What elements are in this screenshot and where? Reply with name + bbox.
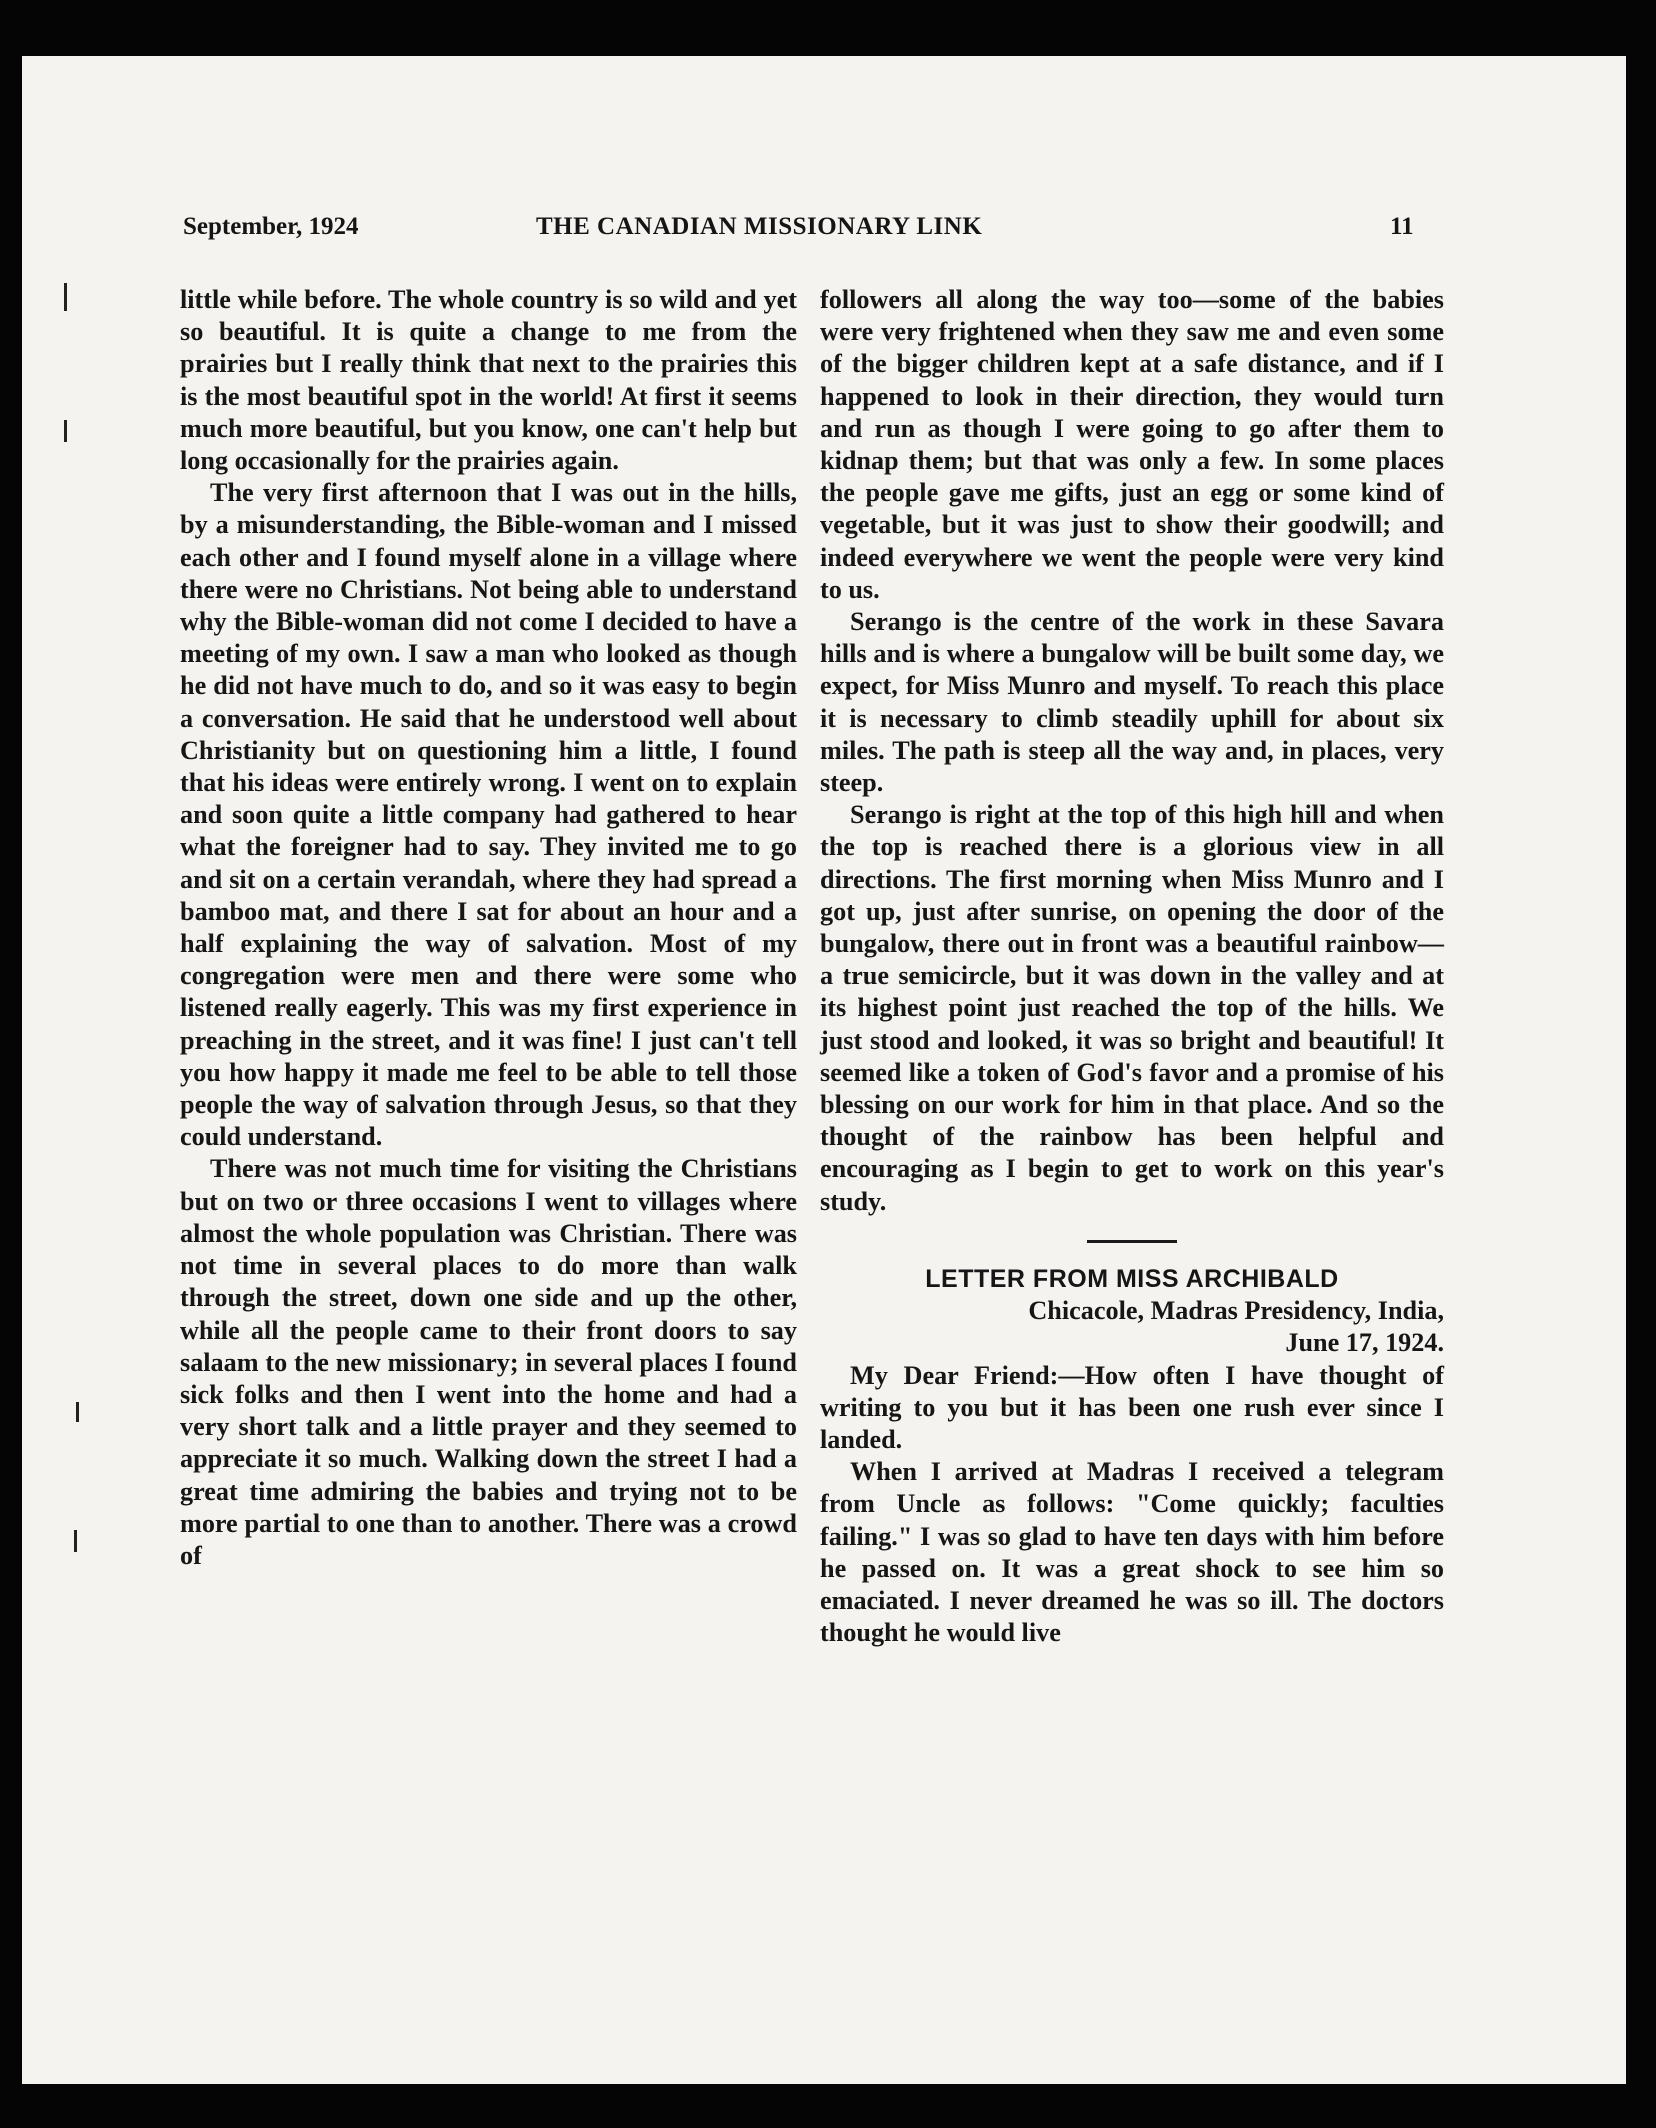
letter-heading: LETTER FROM MISS ARCHIBALD (925, 1264, 1339, 1293)
paragraph: Serango is the centre of the work in these Savara hills and is where a bungalow will be built some day, we expect, for Miss Munro and myself. To reach this place it is necessary to climb steadily uphill for about six miles. The path is steep all the way and, in places, very steep. (820, 607, 1444, 798)
paragraph: When I arrived at Madras I received a telegram from Uncle as follows: "Come quickly; faculties failing." I was so glad to have ten days with him before he passed on. It was a great shock to see him so emaciated. I never dreamed he was so ill. The doctors thought he would live (820, 1457, 1444, 1648)
right-column (820, 284, 1444, 1649)
scan-mark (64, 283, 67, 311)
scan-mark (74, 1530, 77, 1552)
paragraph: My Dear Friend:—How often I have thought of writing to you but it has been one rush ever since I landed. (820, 1360, 1444, 1454)
left-column (180, 284, 797, 1572)
scan-mark (64, 420, 67, 442)
scan-mark (76, 1402, 79, 1422)
letter-date: June 17, 1924. (1285, 1328, 1444, 1358)
publication-title: THE CANADIAN MISSIONARY LINK (536, 213, 983, 240)
paragraph: little while before. The whole country is so wild and yet so beautiful. It is quite a change to me from the prairies but I really think that next to the prairies this is the most beautiful spot in the world! At first it seems much more beautiful, but you know, one can't help but long occasionally for the prairies again. (180, 285, 797, 476)
page-number: 11 (1390, 213, 1414, 240)
issue-date: September, 1924 (183, 213, 359, 240)
paragraph: There was not much time for visiting the Christians but on two or three occasions I went to villages where almost the whole population was Christian. There was not time in several places to do more than walk through the street, down one side and up the other, while all the people came to their front doors to say salaam to the new missionary; in several places I found sick folks and then I went into the home and had a very short talk and a little prayer and they seemed to appreciate it so much. Walking down the street I had a great time admiring the babies and trying not to be more partial to one than to another. There was a crowd of (180, 1154, 797, 1570)
letter-place: Chicacole, Madras Presidency, India, (1028, 1296, 1444, 1326)
paragraph: Serango is right at the top of this high hill and when the top is reached there is a glorious view in all directions. The first morning when Miss Munro and I got up, just after sunrise, on opening the door of the bungalow, there out in front was a beautiful rainbow—a true semicircle, but it was down in the valley and at its highest point just reached the top of the hills. We just stood and looked, it was so bright and beautiful! It seemed like a token of God's favor and a promise of his blessing on our work for him in that place. And so the thought of the rainbow has been helpful and encouraging as I begin to get to work on this year's study. (820, 800, 1444, 1216)
section-divider (1087, 1240, 1177, 1243)
paragraph: followers all along the way too—some of the babies were very frightened when they saw me and even some of the bigger children kept at a safe distance, and if I happened to look in their direction, they would turn and run as though I were going to go after them to kidnap them; but that was only a few. In some places the people gave me gifts, just an egg or some kind of vegetable, but it was just to show their goodwill; and indeed everywhere we went the people were very kind to us. (820, 285, 1444, 604)
running-header (0, 213, 1656, 253)
paragraph: The very first afternoon that I was out in the hills, by a misunderstanding, the Bible-woman and I missed each other and I found myself alone in a village where there were no Christians. Not being able to understand why the Bible-woman did not come I decided to have a meeting of my own. I saw a man who looked as though he did not have much to do, and so it was easy to begin a conversation. He said that he understood well about Christianity but on questioning him a little, I found that his ideas were entirely wrong. I went on to explain and soon quite a little company had gathered to hear what the foreigner had to say. They invited me to go and sit on a certain verandah, where they had spread a bamboo mat, and there I sat for about an hour and a half explaining the way of salvation. Most of my congregation were men and there were some who listened really eagerly. This was my first experience in preaching in the street, and it was fine! I just can't tell you how happy it made me feel to be able to tell those people the way of salvation through Jesus, so that they could understand. (180, 478, 797, 1152)
